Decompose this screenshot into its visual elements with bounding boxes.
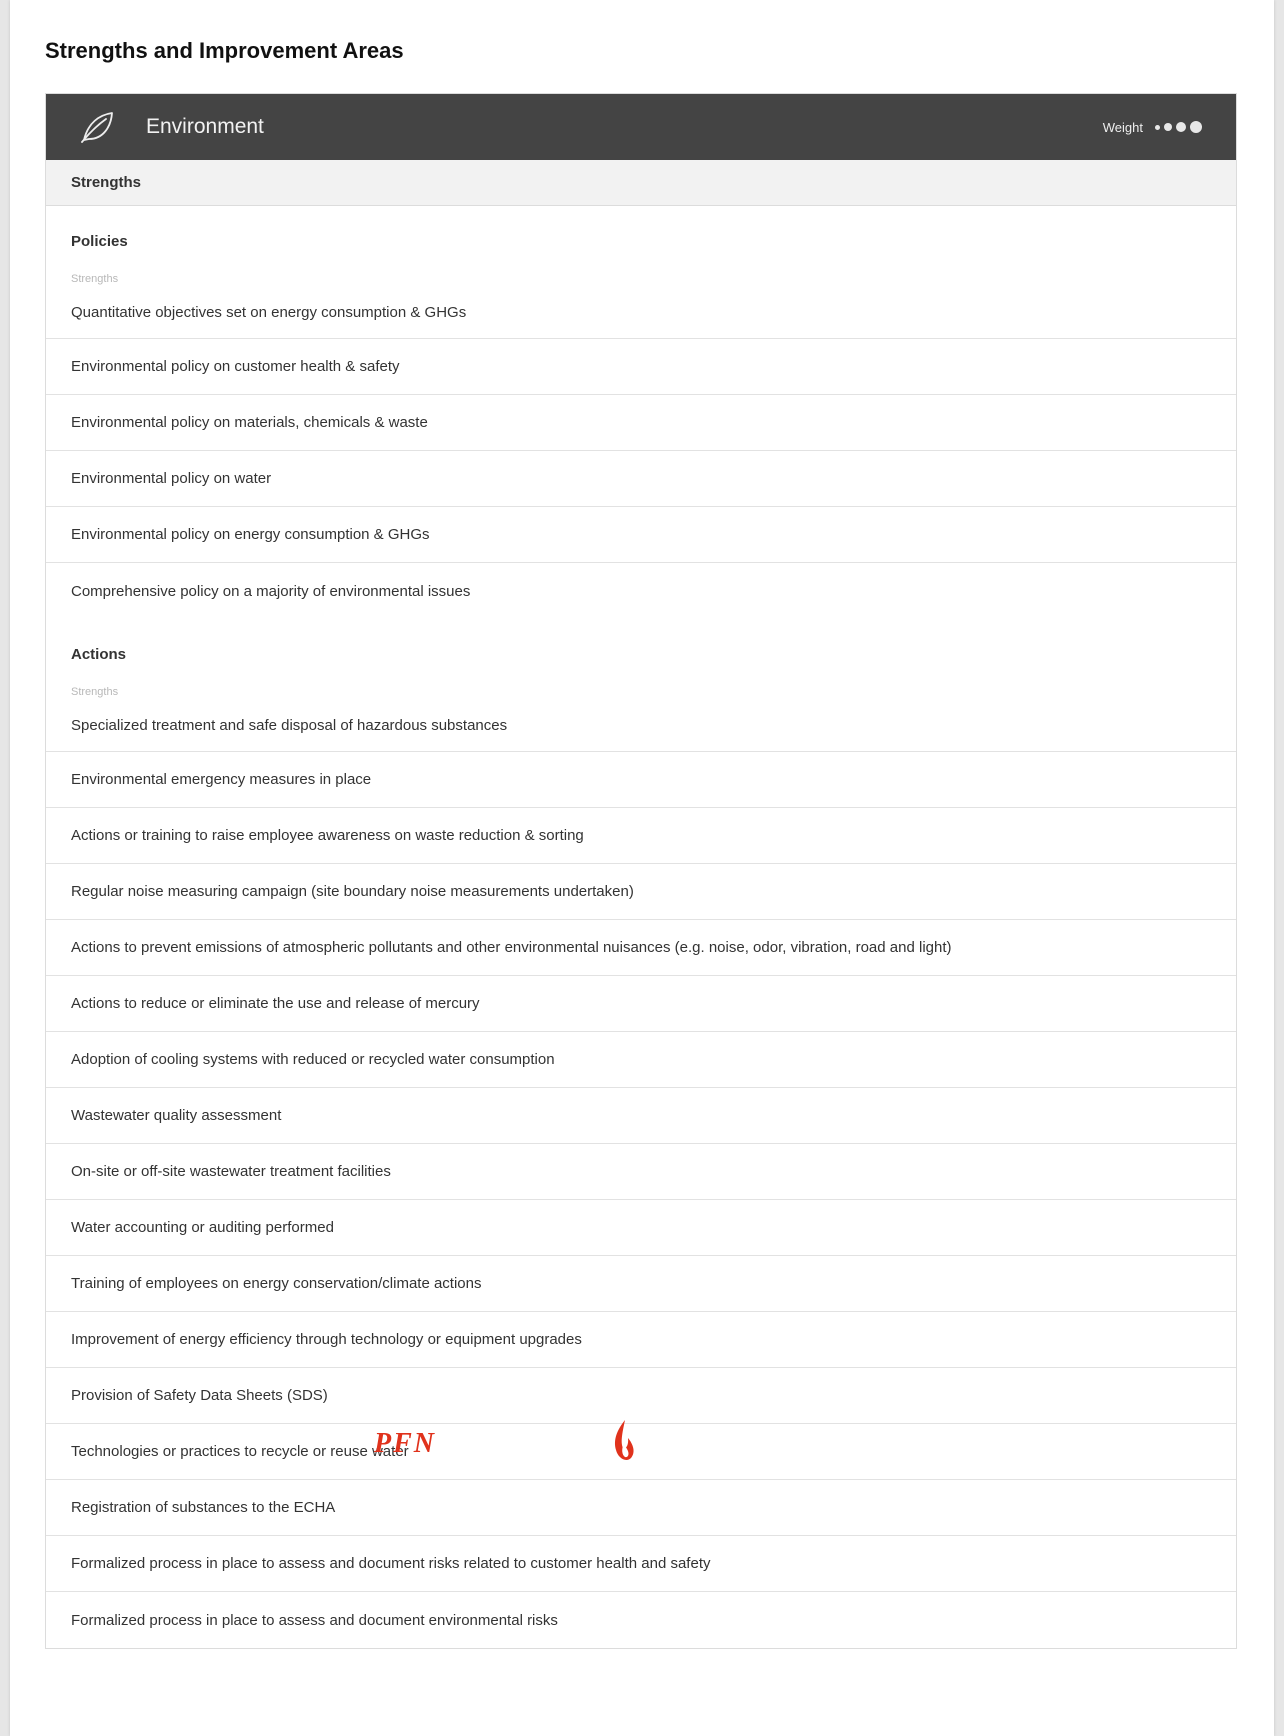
list-item: Training of employees on energy conservation/climate actions bbox=[46, 1256, 1236, 1312]
list-item: Water accounting or auditing performed bbox=[46, 1200, 1236, 1256]
section-header-strengths: Strengths bbox=[46, 160, 1236, 206]
item-list bbox=[46, 699, 1236, 1648]
list-item: Environmental emergency measures in place bbox=[46, 752, 1236, 808]
group-actions bbox=[46, 619, 1236, 1648]
list-item: Actions to prevent emissions of atmospheric pollutants and other environmental nuisances (e.g. noise, odor, vibration, road and light) bbox=[46, 920, 1236, 976]
list-item: On-site or off-site wastewater treatment facilities bbox=[46, 1144, 1236, 1200]
list-item: Environmental policy on materials, chemicals & waste bbox=[46, 395, 1236, 451]
list-item: Actions to reduce or eliminate the use and release of mercury bbox=[46, 976, 1236, 1032]
list-item: Comprehensive policy on a majority of environmental issues bbox=[71, 582, 471, 600]
list-item: Specialized treatment and safe disposal of hazardous substances bbox=[46, 699, 1236, 752]
weight-dot bbox=[1164, 123, 1172, 131]
list-item: Quantitative objectives set on energy consumption & GHGs bbox=[46, 286, 1236, 339]
watermark-logo-text: PFN bbox=[374, 1427, 436, 1459]
group-title: Actions bbox=[71, 646, 127, 663]
list-item: Improvement of energy efficiency through technology or equipment upgrades bbox=[46, 1312, 1236, 1368]
list-item: Environmental policy on energy consumption & GHGs bbox=[46, 507, 1236, 563]
list-item: Registration of substances to the ECHA bbox=[46, 1480, 1236, 1536]
leaf-icon bbox=[78, 108, 116, 146]
list-item: Formalized process in place to assess and document environmental risks bbox=[71, 1611, 558, 1629]
weight-dot bbox=[1155, 125, 1160, 130]
list-item: Adoption of cooling systems with reduced or recycled water consumption bbox=[46, 1032, 1236, 1088]
page-title: Strengths and Improvement Areas bbox=[45, 38, 404, 63]
group-title: Policies bbox=[71, 233, 128, 250]
item-list bbox=[46, 286, 1236, 619]
report-page bbox=[10, 0, 1274, 1736]
list-item: Technologies or practices to recycle or reuse water bbox=[46, 1424, 1236, 1480]
weight-dots bbox=[1151, 121, 1202, 133]
card-header bbox=[46, 94, 1236, 160]
group-header bbox=[46, 206, 1236, 286]
list-item: Actions or training to raise employee awareness on waste reduction & sorting bbox=[46, 808, 1236, 864]
list-item: Environmental policy on water bbox=[46, 451, 1236, 507]
environment-card bbox=[45, 93, 1237, 1649]
weight-dot bbox=[1190, 121, 1202, 133]
card-title: Environment bbox=[146, 115, 264, 138]
weight-label: Weight bbox=[1102, 119, 1143, 135]
list-item: Wastewater quality assessment bbox=[46, 1088, 1236, 1144]
group-header bbox=[46, 619, 1236, 699]
group-subtitle: Strengths bbox=[71, 686, 119, 698]
group-policies bbox=[46, 206, 1236, 619]
list-item: Provision of Safety Data Sheets (SDS) bbox=[46, 1368, 1236, 1424]
list-item: Regular noise measuring campaign (site boundary noise measurements undertaken) bbox=[46, 864, 1236, 920]
weight-indicator bbox=[1103, 94, 1202, 160]
list-item: Environmental policy on customer health & safety bbox=[46, 339, 1236, 395]
group-subtitle: Strengths bbox=[71, 273, 119, 285]
weight-dot bbox=[1176, 122, 1186, 132]
list-item: Formalized process in place to assess and document risks related to customer health and safety bbox=[46, 1536, 1236, 1592]
